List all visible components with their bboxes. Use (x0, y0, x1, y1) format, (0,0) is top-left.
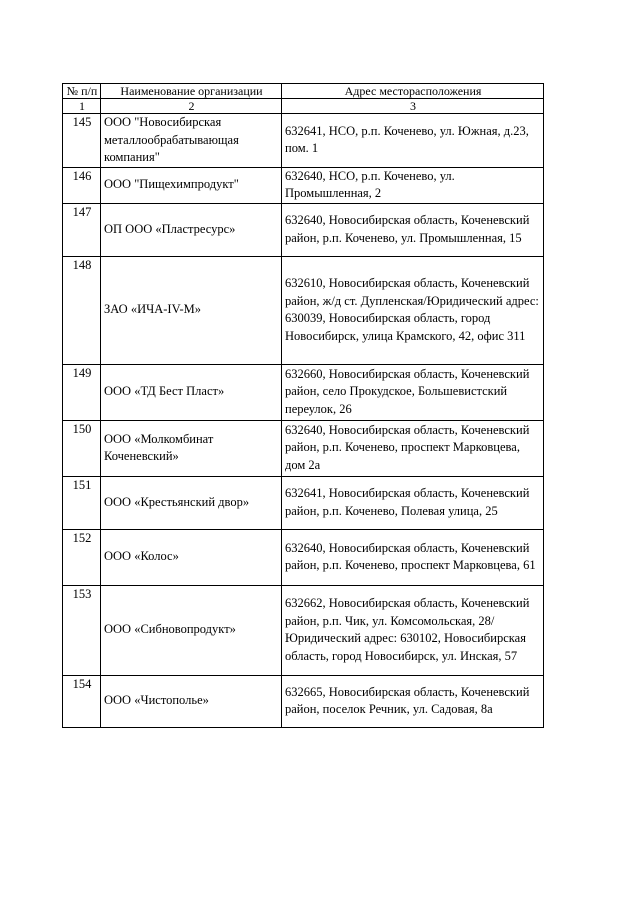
table-row (63, 675, 544, 727)
row-number: 152 (63, 529, 101, 585)
row-number: 154 (63, 675, 101, 727)
column-index-1: 1 (63, 99, 101, 114)
organization-address: 632610, Новосибирская область, Коченевский район, ж/д ст. Дупленская/Юридический адрес: 630039, Новосибирская область, город Новосибирск, улица Крамского, 42, офис 311 (282, 256, 544, 364)
organization-name: ООО «Крестьянский двор» (101, 476, 282, 529)
organization-address: 632665, Новосибирская область, Коченевский район, поселок Речник, ул. Садовая, 8а (282, 675, 544, 727)
row-number: 151 (63, 476, 101, 529)
table-row (63, 420, 544, 476)
organization-address: 632662, Новосибирская область, Коченевский район, р.п. Чик, ул. Комсомольская, 28/Юридический адрес: 630102, Новосибирская область, город Новосибирск, ул. Инская, 57 (282, 585, 544, 675)
table-row (63, 167, 544, 203)
organization-address: 632640, Новосибирская область, Коченевский район, р.п. Коченево, ул. Промышленная, 15 (282, 203, 544, 256)
organizations-table (62, 83, 544, 728)
row-number: 145 (63, 114, 101, 168)
row-number: 147 (63, 203, 101, 256)
organization-name: ООО «Чистополье» (101, 675, 282, 727)
row-number: 150 (63, 420, 101, 476)
organization-name: ООО «Колос» (101, 529, 282, 585)
organization-name: ОП ООО «Пластресурс» (101, 203, 282, 256)
table-row (63, 256, 544, 364)
column-index-2: 2 (101, 99, 282, 114)
table-row (63, 364, 544, 420)
organization-name: ООО «ТД Бест Пласт» (101, 364, 282, 420)
organization-address: 632640, НСО, р.п. Коченево, ул. Промышленная, 2 (282, 167, 544, 203)
row-number: 146 (63, 167, 101, 203)
table-row (63, 585, 544, 675)
organization-name: ООО "Новосибирская металлообрабатывающая компания" (101, 114, 282, 168)
header-row (63, 84, 544, 99)
organization-address: 632641, НСО, р.п. Коченево, ул. Южная, д.23, пом. 1 (282, 114, 544, 168)
organization-address: 632640, Новосибирская область, Коченевский район, р.п. Коченево, проспект Марковцева, 61 (282, 529, 544, 585)
table-row (63, 114, 544, 168)
row-number: 148 (63, 256, 101, 364)
organization-name: ООО "Пищехимпродукт" (101, 167, 282, 203)
organization-address: 632660, Новосибирская область, Коченевский район, село Прокудское, Большевистский переулок, 26 (282, 364, 544, 420)
row-number: 149 (63, 364, 101, 420)
column-index-row (63, 99, 544, 114)
organization-name: ООО «Молкомбинат Коченевский» (101, 420, 282, 476)
column-index-3: 3 (282, 99, 544, 114)
table-row (63, 529, 544, 585)
organization-address: 632641, Новосибирская область, Коченевский район, р.п. Коченево, Полевая улица, 25 (282, 476, 544, 529)
header-number: № п/п (63, 84, 101, 99)
table-row (63, 203, 544, 256)
row-number: 153 (63, 585, 101, 675)
header-organization-name: Наименование организации (101, 84, 282, 99)
organization-address: 632640, Новосибирская область, Коченевский район, р.п. Коченево, проспект Марковцева, дом 2а (282, 420, 544, 476)
organization-name: ЗАО «ИЧА-IV-М» (101, 256, 282, 364)
table-row (63, 476, 544, 529)
header-address: Адрес месторасположения (282, 84, 544, 99)
organization-name: ООО «Сибновопродукт» (101, 585, 282, 675)
